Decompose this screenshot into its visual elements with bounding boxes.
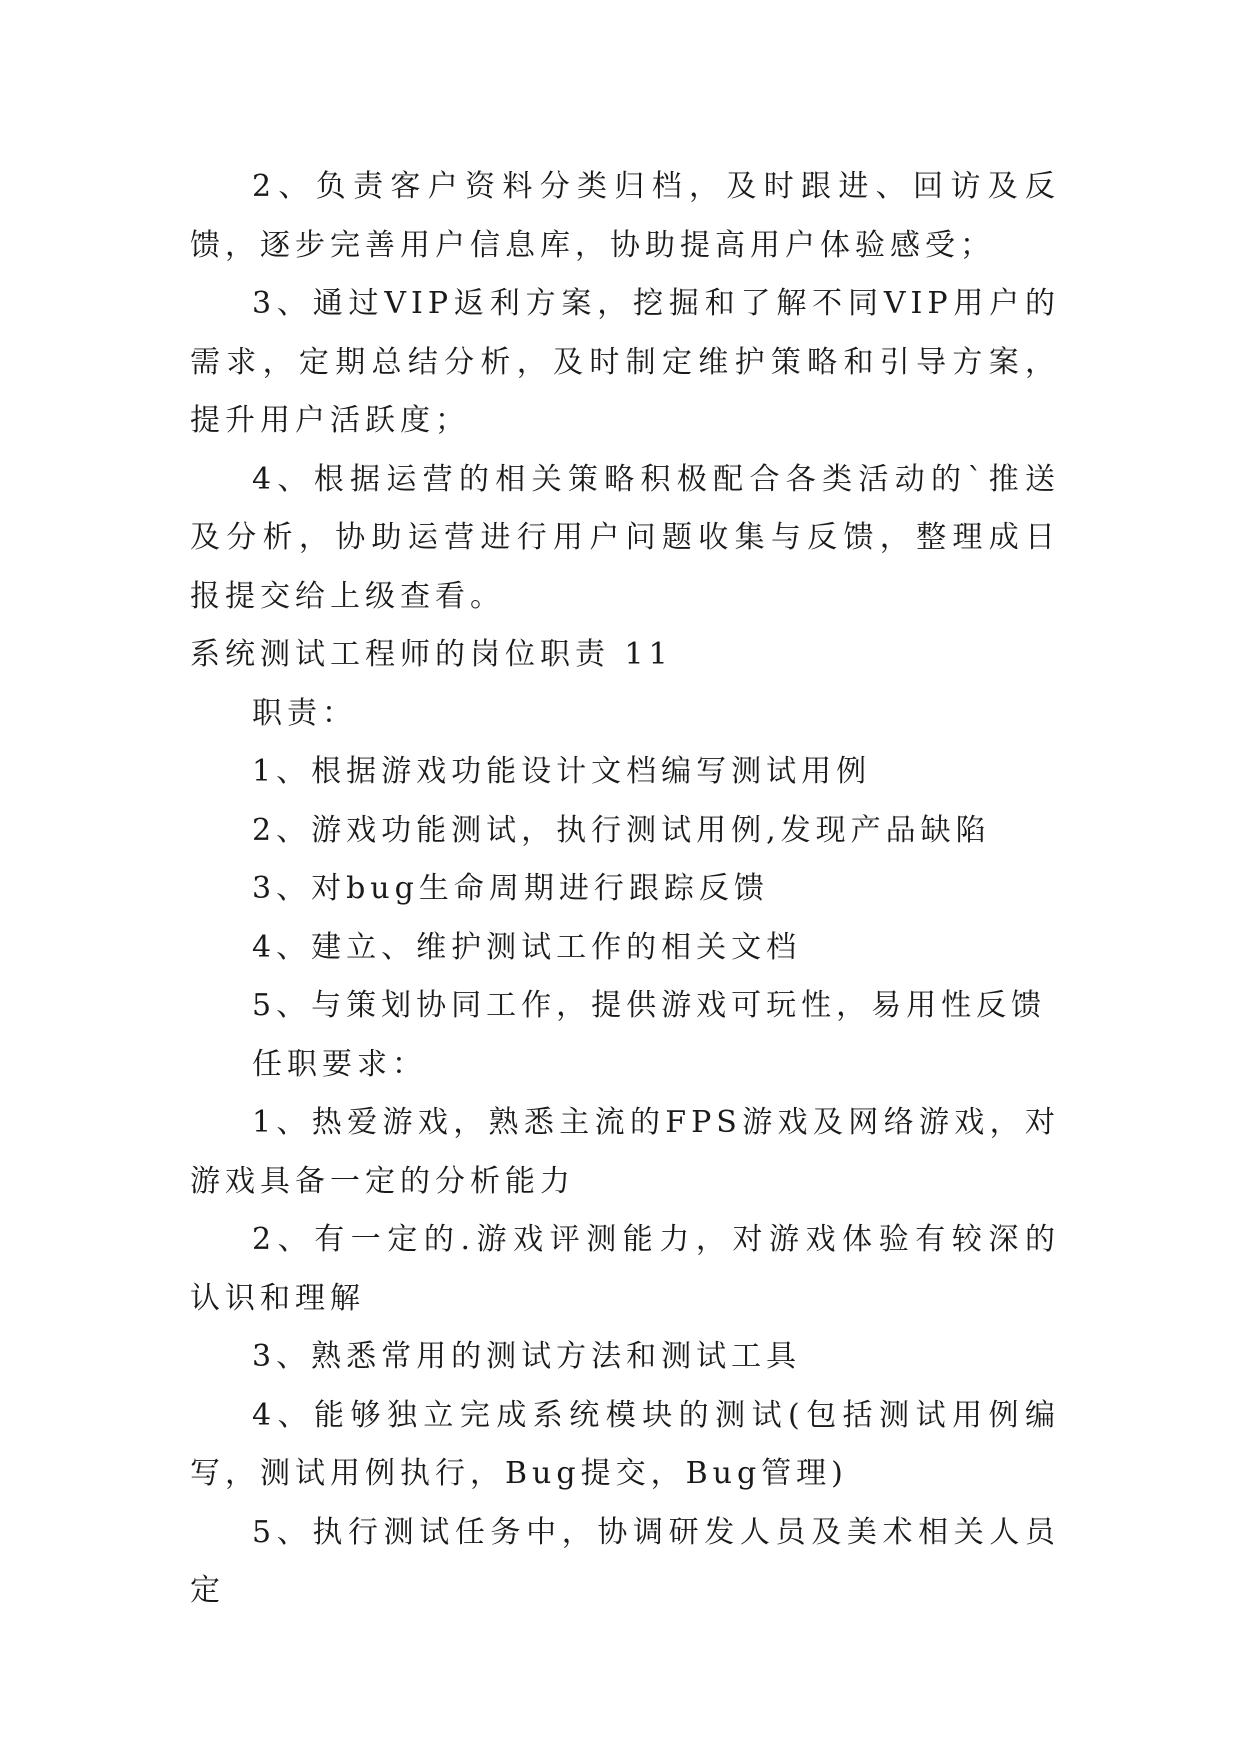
paragraph: 2、负责客户资料分类归档，及时跟进、回访及反馈，逐步完善用户信息库，协助提高用户体验感受； <box>190 169 1060 263</box>
list-item: 5、执行测试任务中，协调研发人员及美术相关人员定 <box>190 1514 1060 1608</box>
paragraph: 4、根据运营的相关策略积极配合各类活动的`推送及分析，协助运营进行用户问题收集与反馈，整理成日报提交给上级查看。 <box>190 461 1060 614</box>
document-body <box>190 158 1060 1621</box>
paragraph: 3、通过VIP返利方案，挖掘和了解不同VIP用户的需求，定期总结分析，及时制定维护策略和引导方案，提升用户活跃度； <box>190 286 1060 438</box>
list-item: 2、有一定的.游戏评测能力，对游戏体验有较深的认识和理解 <box>190 1222 1060 1316</box>
list-item: 5、与策划协同工作，提供游戏可玩性，易用性反馈 <box>252 988 1047 1023</box>
list-item: 3、熟悉常用的测试方法和测试工具 <box>252 1339 802 1374</box>
list-item: 1、热爱游戏，熟悉主流的FPS游戏及网络游戏，对游戏具备一定的分析能力 <box>190 1105 1060 1199</box>
section-heading: 系统测试工程师的岗位职责 11 <box>190 637 673 672</box>
paragraph: 任职要求： <box>252 1046 427 1082</box>
list-item: 3、对bug生命周期进行跟踪反馈 <box>252 871 769 906</box>
list-item: 4、能够独立完成系统模块的测试(包括测试用例编写，测试用例执行，Bug提交，Bug管理) <box>190 1397 1060 1491</box>
paragraph: 职责： <box>252 695 357 731</box>
list-item: 4、建立、维护测试工作的相关文档 <box>252 929 802 965</box>
list-item: 1、根据游戏功能设计文档编写测试用例 <box>252 754 872 789</box>
list-item: 2、游戏功能测试，执行测试用例,发现产品缺陷 <box>252 812 991 848</box>
